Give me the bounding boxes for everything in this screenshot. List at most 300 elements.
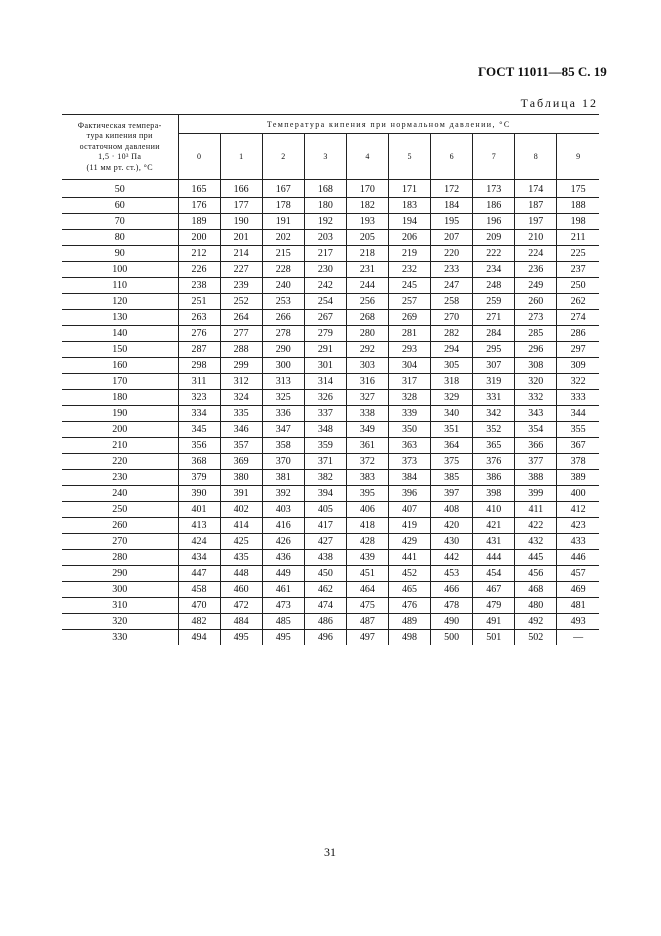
table-cell: 251 bbox=[178, 294, 220, 310]
table-cell: 224 bbox=[515, 246, 557, 262]
table-cell: 378 bbox=[557, 454, 599, 470]
table-cell: 357 bbox=[220, 438, 262, 454]
row-label: 240 bbox=[62, 486, 178, 502]
table-cell: 344 bbox=[557, 406, 599, 422]
table-cell: 428 bbox=[346, 534, 388, 550]
table-cell: 457 bbox=[557, 566, 599, 582]
table-cell: 191 bbox=[262, 214, 304, 230]
table-cell: 228 bbox=[262, 262, 304, 278]
table-cell: 174 bbox=[515, 182, 557, 198]
table-cell: 219 bbox=[388, 246, 430, 262]
row-label: 200 bbox=[62, 422, 178, 438]
table-row bbox=[62, 518, 599, 534]
table-cell: 252 bbox=[220, 294, 262, 310]
table-cell: 284 bbox=[473, 326, 515, 342]
table-cell: 269 bbox=[388, 310, 430, 326]
table-cell: 470 bbox=[178, 598, 220, 614]
table-cell: 361 bbox=[346, 438, 388, 454]
table-cell: 328 bbox=[388, 390, 430, 406]
table-cell: 192 bbox=[304, 214, 346, 230]
table-cell: 358 bbox=[262, 438, 304, 454]
table-cell: 397 bbox=[431, 486, 473, 502]
table-cell: 412 bbox=[557, 502, 599, 518]
table-cell: 290 bbox=[262, 342, 304, 358]
row-label: 100 bbox=[62, 262, 178, 278]
table-cell: 481 bbox=[557, 598, 599, 614]
table-cell: 413 bbox=[178, 518, 220, 534]
table-cell: 429 bbox=[388, 534, 430, 550]
table-row bbox=[62, 310, 599, 326]
table-cell: 273 bbox=[515, 310, 557, 326]
table-cell: 450 bbox=[304, 566, 346, 582]
table-cell: 487 bbox=[346, 614, 388, 630]
table-cell: 210 bbox=[515, 230, 557, 246]
table-cell: 308 bbox=[515, 358, 557, 374]
table-cell: 186 bbox=[473, 198, 515, 214]
table-cell: 214 bbox=[220, 246, 262, 262]
table-cell: 430 bbox=[431, 534, 473, 550]
row-label: 60 bbox=[62, 198, 178, 214]
table-cell: 202 bbox=[262, 230, 304, 246]
table-cell: 466 bbox=[431, 582, 473, 598]
table-cell: 242 bbox=[304, 278, 346, 294]
row-header-line: Фактическая темпера- bbox=[77, 120, 162, 130]
table-cell: 244 bbox=[346, 278, 388, 294]
table-cell: 301 bbox=[304, 358, 346, 374]
table-cell: 399 bbox=[515, 486, 557, 502]
table-cell: 182 bbox=[346, 198, 388, 214]
table-cell: 333 bbox=[557, 390, 599, 406]
table-cell: 472 bbox=[220, 598, 262, 614]
table-cell: 207 bbox=[431, 230, 473, 246]
table-cell: 380 bbox=[220, 470, 262, 486]
table-cell: 337 bbox=[304, 406, 346, 422]
row-label: 140 bbox=[62, 326, 178, 342]
table-row bbox=[62, 534, 599, 550]
table-cell: 220 bbox=[431, 246, 473, 262]
row-header-line: тура кипения при bbox=[86, 131, 153, 141]
table-cell: 195 bbox=[431, 214, 473, 230]
table-cell: 345 bbox=[178, 422, 220, 438]
table-cell: 479 bbox=[473, 598, 515, 614]
table-cell: — bbox=[573, 632, 584, 643]
table-cell: 319 bbox=[473, 374, 515, 390]
table-cell: 249 bbox=[515, 278, 557, 294]
table-cell: 293 bbox=[388, 342, 430, 358]
table-cell: 473 bbox=[262, 598, 304, 614]
table-cell: 346 bbox=[220, 422, 262, 438]
row-label: 190 bbox=[62, 406, 178, 422]
table-row bbox=[62, 598, 599, 614]
table-cell: 280 bbox=[346, 326, 388, 342]
table-cell: 326 bbox=[304, 390, 346, 406]
table-cell: 461 bbox=[262, 582, 304, 598]
table-cell: 230 bbox=[304, 262, 346, 278]
table-cell: 390 bbox=[178, 486, 220, 502]
table-cell: 168 bbox=[304, 182, 346, 198]
table-cell: 262 bbox=[557, 294, 599, 310]
table-cell: 266 bbox=[262, 310, 304, 326]
table-cell: 375 bbox=[431, 454, 473, 470]
table-cell: 475 bbox=[346, 598, 388, 614]
table-cell: 416 bbox=[262, 518, 304, 534]
table-cell: 370 bbox=[262, 454, 304, 470]
table-cell: 500 bbox=[431, 630, 473, 646]
table-cell: 258 bbox=[431, 294, 473, 310]
table-cell: 342 bbox=[473, 406, 515, 422]
table-cell: 340 bbox=[431, 406, 473, 422]
table-cell: 379 bbox=[178, 470, 220, 486]
table-row bbox=[62, 582, 599, 598]
table-cell: 423 bbox=[557, 518, 599, 534]
table-cell: 356 bbox=[178, 438, 220, 454]
table-cell: 303 bbox=[346, 358, 388, 374]
table-cell: 363 bbox=[388, 438, 430, 454]
table-cell: 343 bbox=[515, 406, 557, 422]
table-cell: 248 bbox=[473, 278, 515, 294]
table-cell: 231 bbox=[346, 262, 388, 278]
table-cell: 245 bbox=[388, 278, 430, 294]
table-cell: 338 bbox=[346, 406, 388, 422]
table-cell: 458 bbox=[178, 582, 220, 598]
table-cell: 296 bbox=[515, 342, 557, 358]
table-cell: 313 bbox=[262, 374, 304, 390]
table-cell: 368 bbox=[178, 454, 220, 470]
table-cell: 347 bbox=[262, 422, 304, 438]
table-cell: 190 bbox=[220, 214, 262, 230]
table-cell: 436 bbox=[262, 550, 304, 566]
table-cell: 433 bbox=[557, 534, 599, 550]
table-cell: 432 bbox=[515, 534, 557, 550]
table-cell: 184 bbox=[431, 198, 473, 214]
row-label: 90 bbox=[62, 246, 178, 262]
table-cell: 196 bbox=[473, 214, 515, 230]
table-cell: 203 bbox=[304, 230, 346, 246]
table-cell: 485 bbox=[262, 614, 304, 630]
column-header: 8 bbox=[515, 134, 557, 180]
table-cell: 271 bbox=[473, 310, 515, 326]
table-cell: 287 bbox=[178, 342, 220, 358]
table-cell: 352 bbox=[473, 422, 515, 438]
row-label: 310 bbox=[62, 598, 178, 614]
table-cell: 279 bbox=[304, 326, 346, 342]
table-cell: 180 bbox=[304, 198, 346, 214]
table-cell: 225 bbox=[557, 246, 599, 262]
table-cell: 349 bbox=[346, 422, 388, 438]
table-cell: 299 bbox=[220, 358, 262, 374]
table-cell: 201 bbox=[220, 230, 262, 246]
row-label: 250 bbox=[62, 502, 178, 518]
table-cell: 452 bbox=[388, 566, 430, 582]
table-cell: 468 bbox=[515, 582, 557, 598]
table-row bbox=[62, 198, 599, 214]
table-cell: 331 bbox=[473, 390, 515, 406]
table-cell: 417 bbox=[304, 518, 346, 534]
column-header: 9 bbox=[576, 152, 581, 161]
table-cell: 291 bbox=[304, 342, 346, 358]
table-cell: 364 bbox=[431, 438, 473, 454]
table-cell: 498 bbox=[388, 630, 430, 646]
table-cell: 300 bbox=[262, 358, 304, 374]
table-cell: 259 bbox=[473, 294, 515, 310]
row-label: 260 bbox=[62, 518, 178, 534]
table-cell: 431 bbox=[473, 534, 515, 550]
row-label: 230 bbox=[62, 470, 178, 486]
table-cell: 348 bbox=[304, 422, 346, 438]
table-cell: 495 bbox=[220, 630, 262, 646]
table-cell: 383 bbox=[346, 470, 388, 486]
table-cell: 494 bbox=[178, 630, 220, 646]
table-cell: 497 bbox=[346, 630, 388, 646]
document-reference: ГОСТ 11011—85 С. 19 bbox=[478, 64, 607, 79]
row-label: 160 bbox=[62, 358, 178, 374]
row-label: 130 bbox=[62, 310, 178, 326]
table-cell: 205 bbox=[346, 230, 388, 246]
table-cell: 247 bbox=[431, 278, 473, 294]
table-row bbox=[62, 630, 599, 646]
table-cell: 194 bbox=[388, 214, 430, 230]
table-cell: 427 bbox=[304, 534, 346, 550]
table-cell: 495 bbox=[262, 630, 304, 646]
table-cell: 381 bbox=[262, 470, 304, 486]
table-cell: 295 bbox=[473, 342, 515, 358]
table-cell: 502 bbox=[515, 630, 557, 646]
table-cell: 425 bbox=[220, 534, 262, 550]
table-cell: 405 bbox=[304, 502, 346, 518]
table-row bbox=[62, 262, 599, 278]
table-cell: 232 bbox=[388, 262, 430, 278]
table-cell: 238 bbox=[178, 278, 220, 294]
table-cell: 336 bbox=[262, 406, 304, 422]
table-cell: 391 bbox=[220, 486, 262, 502]
table-cell: 476 bbox=[388, 598, 430, 614]
table-cell: 403 bbox=[262, 502, 304, 518]
column-header: 4 bbox=[346, 134, 388, 180]
table-row bbox=[62, 182, 599, 198]
column-header: 5 bbox=[388, 134, 430, 180]
table-cell: 491 bbox=[473, 614, 515, 630]
table-cell: 177 bbox=[220, 198, 262, 214]
group-header: Температура кипения при нормальном давлении, °С bbox=[178, 115, 599, 134]
table-cell: 211 bbox=[557, 230, 599, 246]
table-cell: 314 bbox=[304, 374, 346, 390]
table-cell: 448 bbox=[220, 566, 262, 582]
table-cell: 166 bbox=[220, 182, 262, 198]
table-cell: 496 bbox=[304, 630, 346, 646]
table-cell: 288 bbox=[220, 342, 262, 358]
table-cell: 253 bbox=[262, 294, 304, 310]
table-cell: 240 bbox=[262, 278, 304, 294]
table-cell: 372 bbox=[346, 454, 388, 470]
row-label: 320 bbox=[62, 614, 178, 630]
table-cell: 286 bbox=[557, 326, 599, 342]
table-cell: 188 bbox=[557, 198, 599, 214]
table-cell: 285 bbox=[515, 326, 557, 342]
table-cell: 197 bbox=[515, 214, 557, 230]
table-cell: 490 bbox=[431, 614, 473, 630]
table-cell: 439 bbox=[346, 550, 388, 566]
table-cell: 215 bbox=[262, 246, 304, 262]
row-label: 170 bbox=[62, 374, 178, 390]
table-row bbox=[62, 230, 599, 246]
table-cell: 239 bbox=[220, 278, 262, 294]
table-cell: 369 bbox=[220, 454, 262, 470]
table-cell: 493 bbox=[557, 614, 599, 630]
table-row bbox=[62, 566, 599, 582]
table-cell: 339 bbox=[388, 406, 430, 422]
row-label: 300 bbox=[62, 582, 178, 598]
table-cell: 226 bbox=[178, 262, 220, 278]
table-cell: 359 bbox=[304, 438, 346, 454]
table-cell: 329 bbox=[431, 390, 473, 406]
table-cell: 396 bbox=[388, 486, 430, 502]
table-cell: 410 bbox=[473, 502, 515, 518]
table-cell: 456 bbox=[515, 566, 557, 582]
table-cell: 467 bbox=[473, 582, 515, 598]
table-cell: 355 bbox=[557, 422, 599, 438]
table-cell: 402 bbox=[220, 502, 262, 518]
column-header: 1 bbox=[220, 134, 262, 180]
table-cell: 178 bbox=[262, 198, 304, 214]
table-cell: 278 bbox=[262, 326, 304, 342]
row-label: 80 bbox=[62, 230, 178, 246]
table-cell: 464 bbox=[346, 582, 388, 598]
table-cell: 419 bbox=[388, 518, 430, 534]
table-cell: 323 bbox=[178, 390, 220, 406]
table-row bbox=[62, 422, 599, 438]
table-cell: 233 bbox=[431, 262, 473, 278]
table-cell: 256 bbox=[346, 294, 388, 310]
table-cell: 170 bbox=[346, 182, 388, 198]
table-cell: 395 bbox=[346, 486, 388, 502]
table-cell: 257 bbox=[388, 294, 430, 310]
row-label: 330 bbox=[62, 630, 178, 646]
table-cell: 401 bbox=[178, 502, 220, 518]
table-cell: 322 bbox=[557, 374, 599, 390]
table-cell: 218 bbox=[346, 246, 388, 262]
table-cell: 424 bbox=[178, 534, 220, 550]
table-cell: 172 bbox=[431, 182, 473, 198]
table-cell: 309 bbox=[557, 358, 599, 374]
table-cell: 209 bbox=[473, 230, 515, 246]
table-cell: 317 bbox=[388, 374, 430, 390]
column-header: 0 bbox=[178, 134, 220, 180]
table-cell: 474 bbox=[304, 598, 346, 614]
table-cell: 312 bbox=[220, 374, 262, 390]
row-label: 210 bbox=[62, 438, 178, 454]
row-label: 180 bbox=[62, 390, 178, 406]
table-cell: 484 bbox=[220, 614, 262, 630]
table-cell: 422 bbox=[515, 518, 557, 534]
table-cell: 165 bbox=[178, 182, 220, 198]
table-cell: 167 bbox=[262, 182, 304, 198]
boiling-temperature-table bbox=[62, 114, 599, 645]
table-cell: 236 bbox=[515, 262, 557, 278]
table-cell: 325 bbox=[262, 390, 304, 406]
table-cell: 480 bbox=[515, 598, 557, 614]
table-cell: 217 bbox=[304, 246, 346, 262]
row-header bbox=[62, 115, 178, 180]
table-cell: 373 bbox=[388, 454, 430, 470]
table-cell: 421 bbox=[473, 518, 515, 534]
table-cell: 388 bbox=[515, 470, 557, 486]
row-header-line: остаточном давлении bbox=[79, 141, 160, 151]
table-row bbox=[62, 550, 599, 566]
table-row bbox=[62, 278, 599, 294]
table-cell: 292 bbox=[346, 342, 388, 358]
table-cell: 367 bbox=[557, 438, 599, 454]
table-row bbox=[62, 406, 599, 422]
table-cell: 189 bbox=[178, 214, 220, 230]
table-cell: 212 bbox=[178, 246, 220, 262]
table-cell: 297 bbox=[557, 342, 599, 358]
table-cell: 447 bbox=[178, 566, 220, 582]
column-header: 6 bbox=[431, 134, 473, 180]
table-cell: 222 bbox=[473, 246, 515, 262]
table-cell: 441 bbox=[388, 550, 430, 566]
table-cell: 444 bbox=[473, 550, 515, 566]
table-cell: 318 bbox=[431, 374, 473, 390]
row-label: 280 bbox=[62, 550, 178, 566]
table-cell: 449 bbox=[262, 566, 304, 582]
table-row bbox=[62, 486, 599, 502]
row-label: 270 bbox=[62, 534, 178, 550]
table-cell: 270 bbox=[431, 310, 473, 326]
table-cell: 332 bbox=[515, 390, 557, 406]
table-cell: 354 bbox=[515, 422, 557, 438]
table-cell: 377 bbox=[515, 454, 557, 470]
table-cell: 462 bbox=[304, 582, 346, 598]
table-cell: 426 bbox=[262, 534, 304, 550]
table-row bbox=[62, 326, 599, 342]
column-header: 3 bbox=[304, 134, 346, 180]
table-cell: 176 bbox=[178, 198, 220, 214]
table-cell: 335 bbox=[220, 406, 262, 422]
row-label: 150 bbox=[62, 342, 178, 358]
table-cell: 206 bbox=[388, 230, 430, 246]
table-cell: 311 bbox=[178, 374, 220, 390]
table-cell: 260 bbox=[515, 294, 557, 310]
row-header-line: 1,5 · 10³ Па bbox=[98, 152, 142, 162]
table-cell: 274 bbox=[557, 310, 599, 326]
table-cell: 445 bbox=[515, 550, 557, 566]
table-cell: 304 bbox=[388, 358, 430, 374]
table-cell: 193 bbox=[346, 214, 388, 230]
table-row bbox=[62, 246, 599, 262]
table-cell: 434 bbox=[178, 550, 220, 566]
page-number: 31 bbox=[324, 845, 336, 859]
table-cell: 227 bbox=[220, 262, 262, 278]
table-row bbox=[62, 470, 599, 486]
table-cell: 183 bbox=[388, 198, 430, 214]
table-cell: 385 bbox=[431, 470, 473, 486]
column-header: 7 bbox=[473, 134, 515, 180]
table-cell: 365 bbox=[473, 438, 515, 454]
table-cell: 460 bbox=[220, 582, 262, 598]
table-cell: 305 bbox=[431, 358, 473, 374]
row-label: 110 bbox=[62, 278, 178, 294]
table-cell: 406 bbox=[346, 502, 388, 518]
table-cell: 414 bbox=[220, 518, 262, 534]
table-cell: 438 bbox=[304, 550, 346, 566]
table-cell: 366 bbox=[515, 438, 557, 454]
table-cell: 298 bbox=[178, 358, 220, 374]
table-row bbox=[62, 454, 599, 470]
table-cell: 200 bbox=[178, 230, 220, 246]
table-cell: 307 bbox=[473, 358, 515, 374]
table-row bbox=[62, 438, 599, 454]
table-row bbox=[62, 294, 599, 310]
